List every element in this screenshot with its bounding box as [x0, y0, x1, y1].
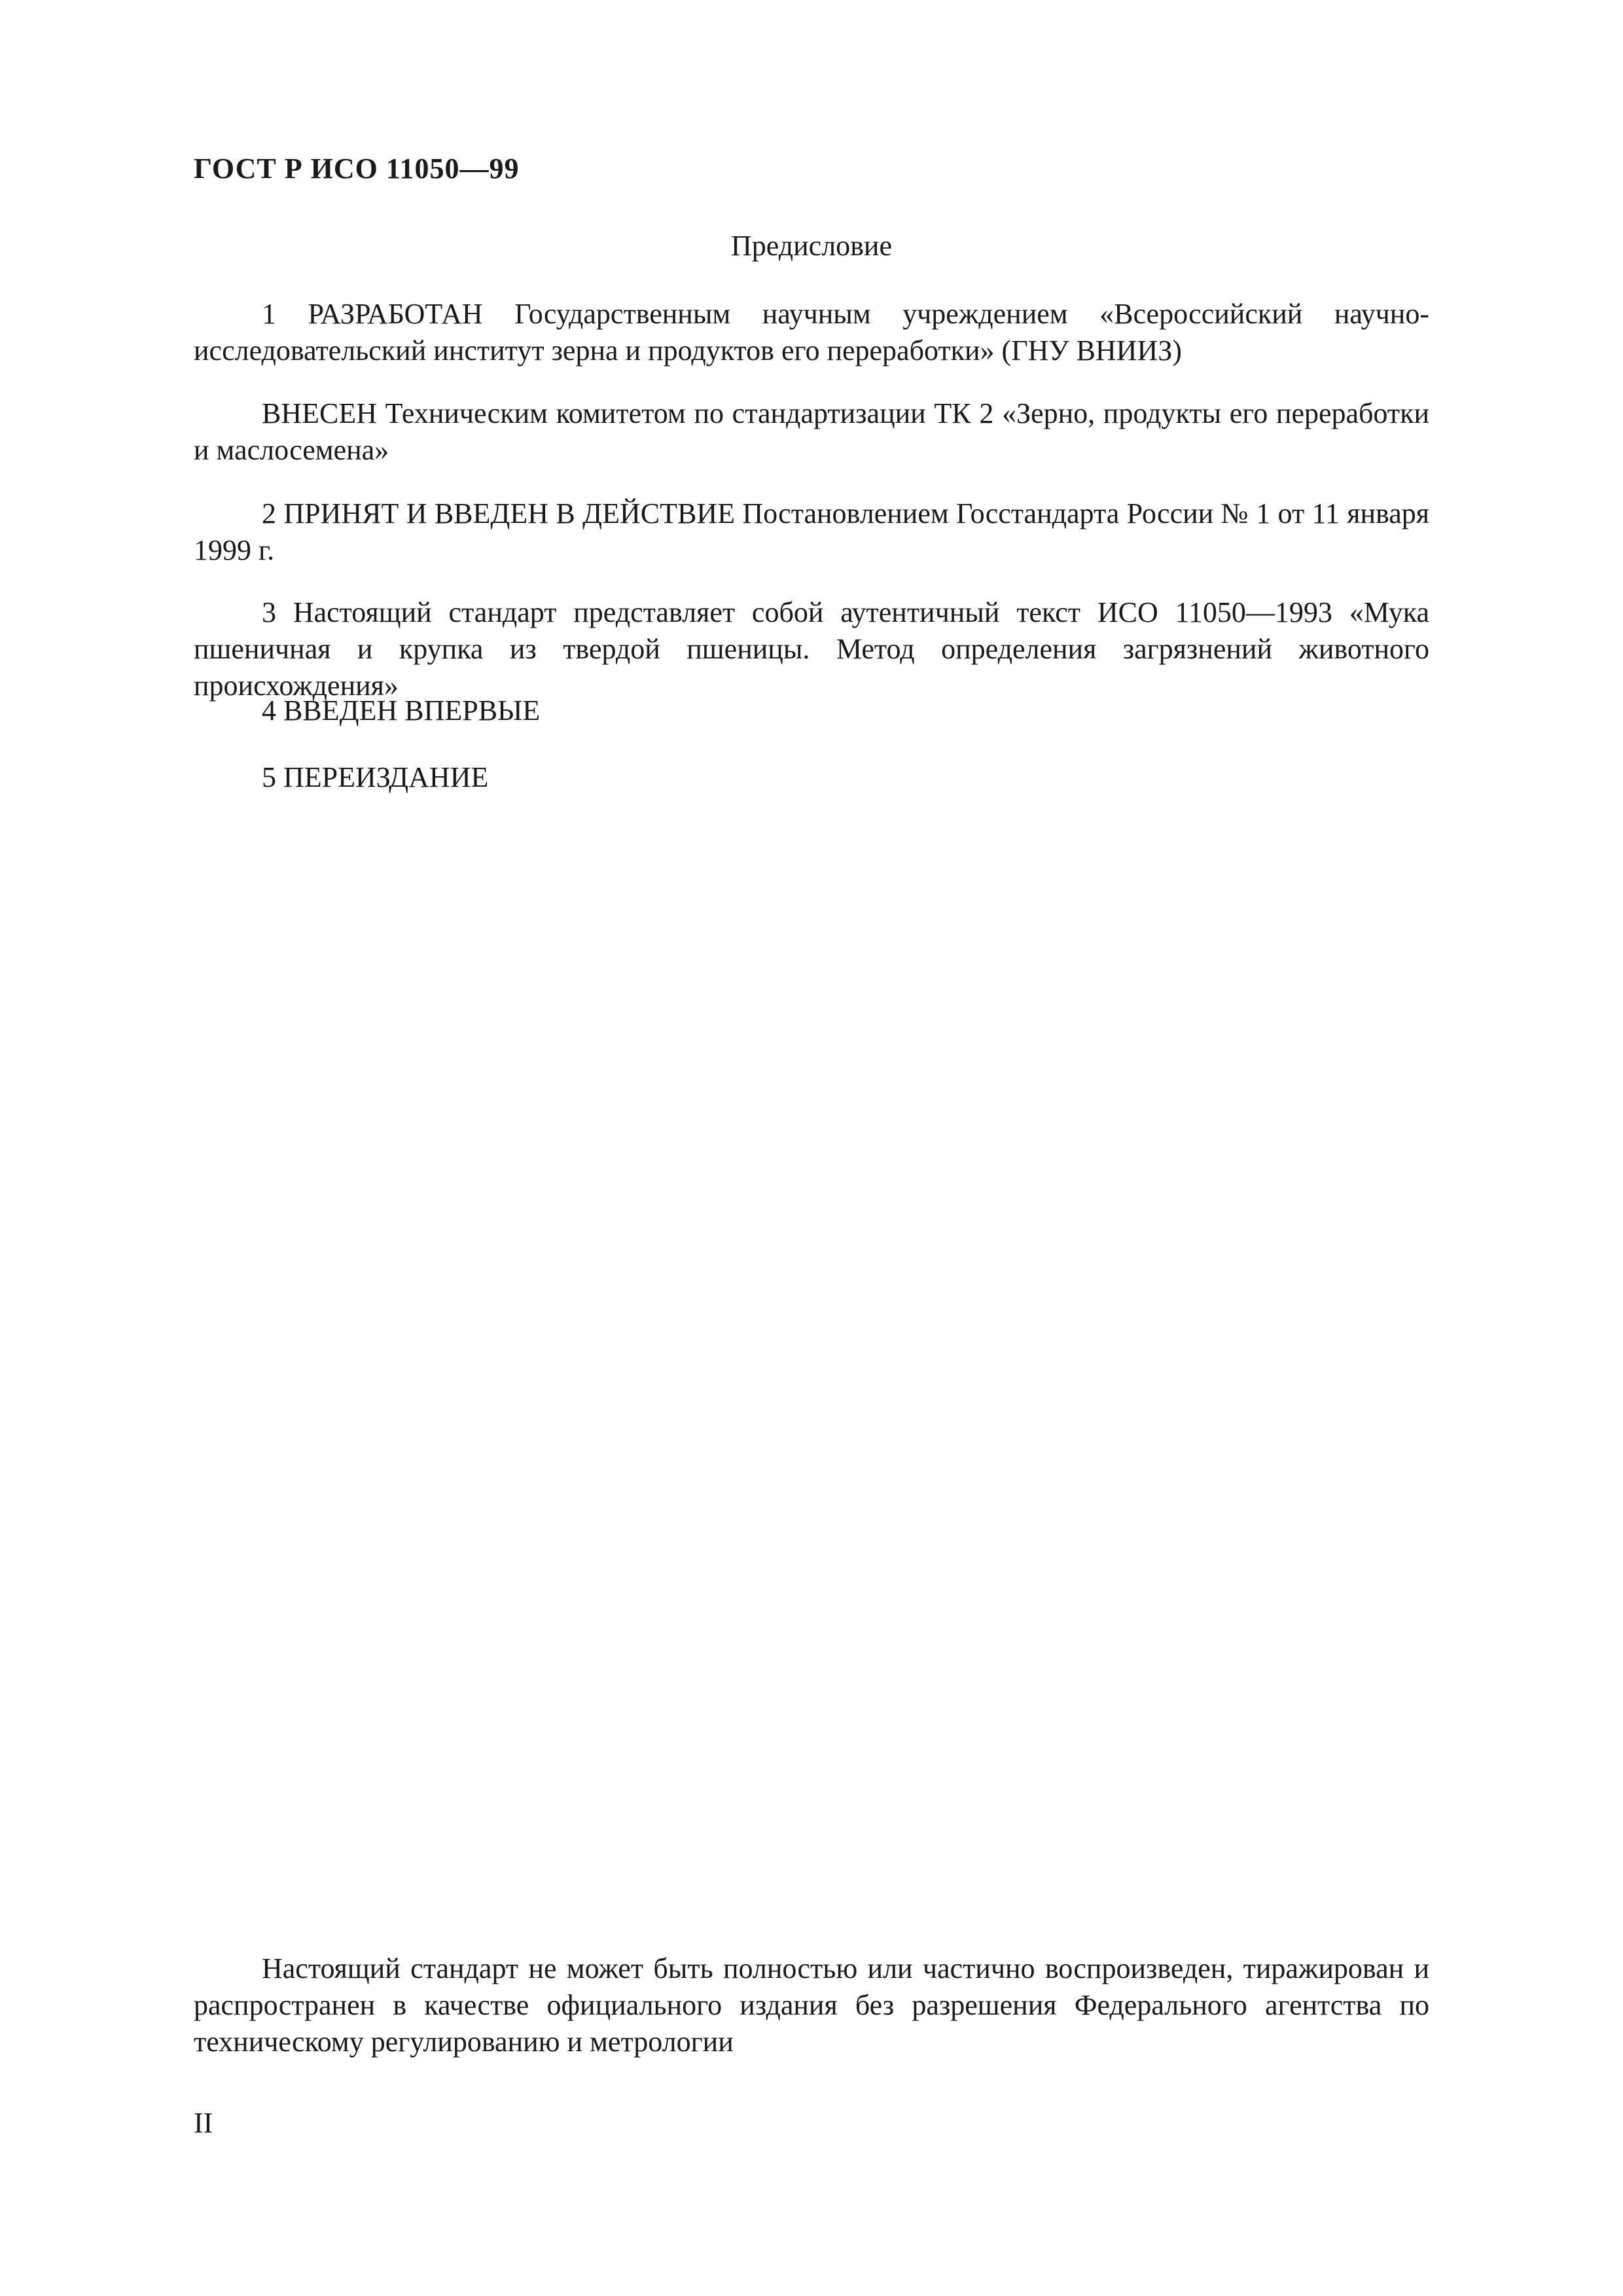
foreword-paragraph-adopted: 2 ПРИНЯТ И ВВЕДЕН В ДЕЙСТВИЕ Постановлением Госстандарта России № 1 от 11 января 1999 г.	[194, 497, 1429, 566]
page-number: II	[194, 2107, 213, 2139]
foreword-paragraph-first-introduced: 4 ВВЕДЕН ВПЕРВЫЕ	[262, 694, 541, 726]
foreword-paragraph-reissue: 5 ПЕРЕИЗДАНИЕ	[262, 761, 489, 793]
foreword-paragraph-introduced: ВНЕСЕН Техническим комитетом по стандартизации ТК 2 «Зерно, продукты его переработки и маслосемена»	[194, 397, 1429, 466]
document-id-header: ГОСТ Р ИСО 11050—99	[194, 152, 520, 185]
foreword-title: Предисловие	[731, 230, 892, 262]
copyright-notice: Настоящий стандарт не может быть полностью или частично воспроизведен, тиражирован и распространен в качестве официального издания без разрешения Федерального агентства по техническому регулированию и метрологии	[194, 1952, 1429, 2058]
foreword-paragraph-developed: 1 РАЗРАБОТАН Государственным научным учреждением «Всероссийский научно-исследовательский институт зерна и продуктов его переработки» (ГНУ ВНИИЗ)	[194, 298, 1429, 367]
foreword-paragraph-authentic-text: 3 Настоящий стандарт представляет собой аутентичный текст ИСО 11050—1993 «Мука пшеничная и крупка из твердой пшеницы. Метод определения загрязнений животного происхождения»	[194, 596, 1429, 702]
